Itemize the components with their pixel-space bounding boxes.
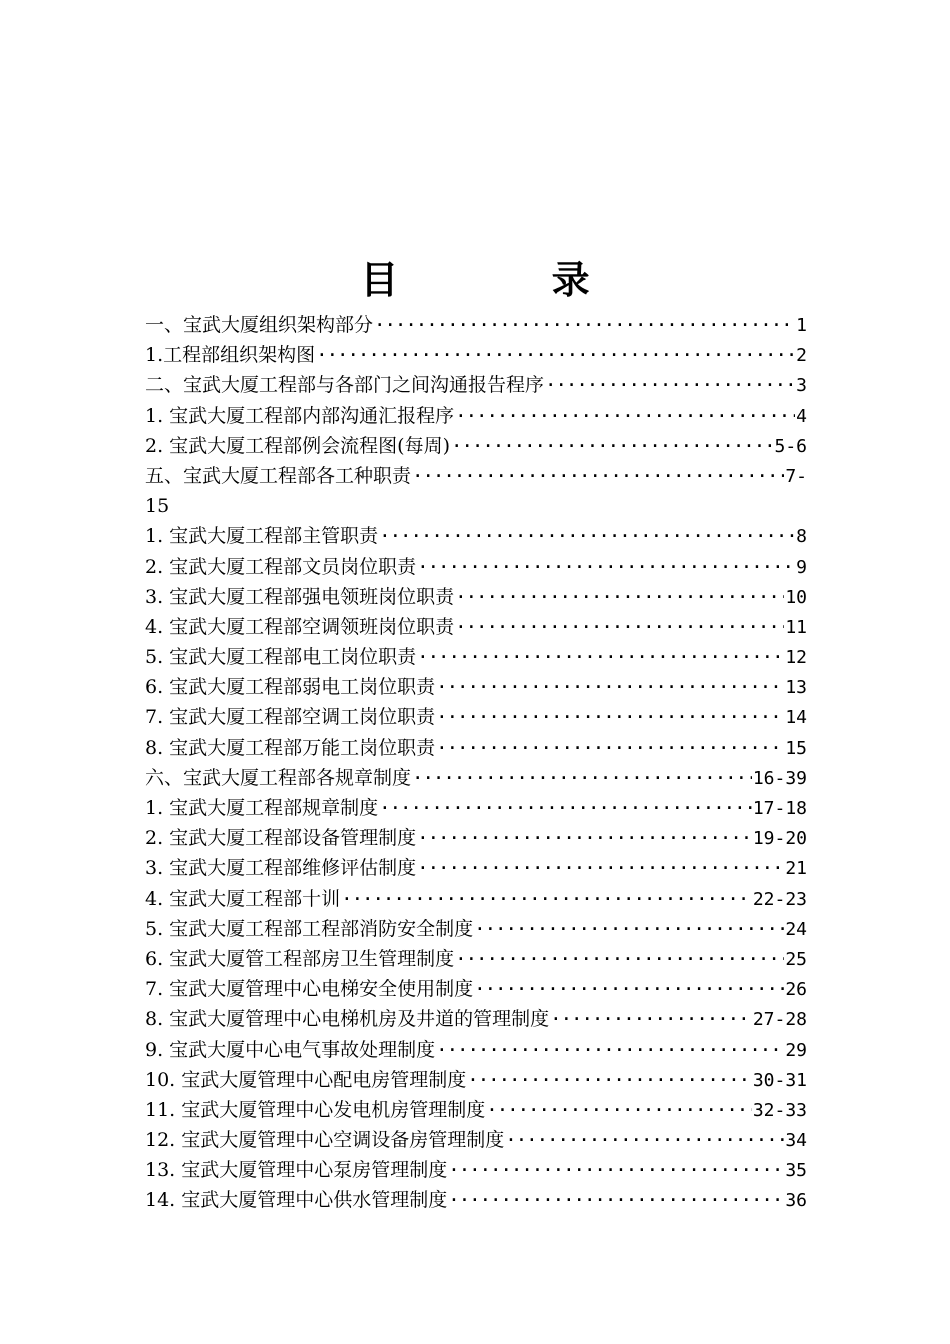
toc-leader-dots xyxy=(451,431,773,461)
toc-entry[interactable] xyxy=(145,642,807,672)
toc-entry-label: 7. 宝武大厦管理中心电梯安全使用制度 xyxy=(145,978,474,1001)
toc-entry-label: 一、宝武大厦组织架构部分 xyxy=(145,314,374,336)
toc-entry-page-number: 7- xyxy=(785,465,807,487)
toc-entry-page-number: 8 xyxy=(796,526,807,548)
toc-entry-label: 4. 宝武大厦工程部空调领班岗位职责 xyxy=(145,615,455,638)
toc-entry[interactable] xyxy=(145,401,807,431)
toc-leader-dots xyxy=(474,974,784,1004)
toc-entry[interactable] xyxy=(145,1095,807,1125)
toc-entry-page-number: 22-23 xyxy=(752,888,807,910)
toc-entry-page-number: 36 xyxy=(785,1190,807,1212)
toc-entry-label: 1. 宝武大厦工程部内部沟通汇报程序 xyxy=(145,404,455,427)
toc-entry[interactable] xyxy=(145,521,807,551)
toc-entry[interactable] xyxy=(145,914,807,944)
toc-leader-dots xyxy=(379,793,752,823)
toc-entry-label: 5. 宝武大厦工程部工程部消防安全制度 xyxy=(145,917,474,940)
toc-entry-page-number: 1 xyxy=(796,315,807,336)
table-of-contents xyxy=(145,310,807,1216)
toc-entry-page-number: 27-28 xyxy=(752,1009,807,1031)
page-title: 目 录 xyxy=(360,257,660,302)
toc-entry-label: 6. 宝武大厦工程部弱电工岗位职责 xyxy=(145,676,436,699)
toc-entry[interactable] xyxy=(145,944,807,974)
toc-leader-dots xyxy=(505,1125,784,1155)
toc-entry[interactable] xyxy=(145,672,807,702)
toc-entry-page-number: 35 xyxy=(785,1160,807,1182)
toc-entry[interactable] xyxy=(145,884,807,914)
toc-entry-label: 五、宝武大厦工程部各工种职责 xyxy=(145,464,412,487)
toc-entry-label: 2. 宝武大厦工程部例会流程图(每周) xyxy=(145,434,450,457)
toc-leader-dots xyxy=(474,914,784,944)
toc-entry-page-number: 16-39 xyxy=(752,767,807,789)
toc-leader-dots xyxy=(417,823,752,853)
toc-entry-label: 12. 宝武大厦管理中心空调设备房管理制度 xyxy=(145,1129,505,1152)
toc-entry-label: 9. 宝武大厦中心电气事故处理制度 xyxy=(145,1038,436,1061)
toc-entry-label: 6. 宝武大厦管工程部房卫生管理制度 xyxy=(145,947,455,970)
toc-entry[interactable] xyxy=(145,310,807,340)
toc-entry-page-number: 24 xyxy=(785,918,807,940)
toc-entry[interactable] xyxy=(145,612,807,642)
toc-entry[interactable] xyxy=(145,793,807,823)
toc-entry[interactable] xyxy=(145,431,807,461)
toc-entry-page-number: 4 xyxy=(796,405,807,427)
toc-entry[interactable] xyxy=(145,491,807,521)
toc-entry-page-number: 11 xyxy=(785,616,807,638)
toc-leader-dots xyxy=(550,1004,752,1034)
toc-entry-page-number: 2 xyxy=(796,345,807,367)
toc-entry[interactable] xyxy=(145,461,807,491)
toc-entry-page-number: 17-18 xyxy=(752,798,807,819)
toc-entry[interactable] xyxy=(145,1035,807,1065)
toc-entry-label: 15 xyxy=(145,495,170,518)
toc-leader-dots xyxy=(455,582,784,612)
toc-entry[interactable] xyxy=(145,1185,807,1215)
toc-leader-dots xyxy=(448,1155,784,1185)
toc-entry[interactable] xyxy=(145,853,807,883)
toc-entry[interactable] xyxy=(145,1155,807,1185)
toc-entry-page-number: 12 xyxy=(785,647,807,669)
toc-entry-page-number: 34 xyxy=(785,1130,807,1152)
toc-entry-page-number: 30-31 xyxy=(752,1069,807,1091)
toc-entry[interactable] xyxy=(145,763,807,793)
toc-leader-dots xyxy=(379,521,795,551)
toc-entry[interactable] xyxy=(145,582,807,612)
toc-leader-dots xyxy=(417,642,784,672)
toc-entry-label: 2. 宝武大厦工程部设备管理制度 xyxy=(145,827,417,850)
toc-leader-dots xyxy=(412,461,784,491)
toc-entry[interactable] xyxy=(145,974,807,1004)
toc-entry[interactable] xyxy=(145,370,807,400)
toc-entry-label: 1. 宝武大厦工程部规章制度 xyxy=(145,797,379,819)
toc-entry-page-number: 3 xyxy=(796,375,807,397)
toc-entry-label: 1. 宝武大厦工程部主管职责 xyxy=(145,525,379,548)
toc-entry[interactable] xyxy=(145,1065,807,1095)
toc-leader-dots xyxy=(374,310,795,340)
toc-entry-page-number: 29 xyxy=(785,1039,807,1061)
toc-entry-page-number: 10 xyxy=(785,586,807,608)
toc-entry[interactable] xyxy=(145,702,807,732)
toc-entry-page-number: 25 xyxy=(785,948,807,970)
toc-entry-label: 14. 宝武大厦管理中心供水管理制度 xyxy=(145,1189,448,1212)
toc-entry-page-number: 14 xyxy=(785,707,807,729)
toc-leader-dots xyxy=(545,370,795,400)
toc-leader-dots xyxy=(486,1095,752,1125)
toc-entry-page-number: 32-33 xyxy=(752,1099,807,1121)
toc-entry-page-number: 5-6 xyxy=(774,435,807,457)
toc-entry-page-number: 15 xyxy=(785,737,807,759)
toc-entry-label: 8. 宝武大厦管理中心电梯机房及井道的管理制度 xyxy=(145,1008,550,1031)
toc-leader-dots xyxy=(436,733,784,763)
toc-entry-label: 7. 宝武大厦工程部空调工岗位职责 xyxy=(145,706,436,729)
toc-leader-dots xyxy=(436,702,784,732)
toc-leader-dots xyxy=(455,612,784,642)
toc-entry-label: 2. 宝武大厦工程部文员岗位职责 xyxy=(145,555,417,578)
toc-entry-label: 二、宝武大厦工程部与各部门之间沟通报告程序 xyxy=(145,374,545,397)
toc-entry[interactable] xyxy=(145,823,807,853)
toc-entry-label: 六、宝武大厦工程部各规章制度 xyxy=(145,766,412,789)
toc-leader-dots xyxy=(455,401,795,431)
toc-leader-dots xyxy=(455,944,784,974)
toc-entry-label: 5. 宝武大厦工程部电工岗位职责 xyxy=(145,646,417,669)
toc-leader-dots xyxy=(467,1065,752,1095)
toc-entry-label: 11. 宝武大厦管理中心发电机房管理制度 xyxy=(145,1098,486,1121)
toc-leader-dots xyxy=(316,340,795,370)
toc-entry[interactable] xyxy=(145,733,807,763)
toc-entry[interactable] xyxy=(145,552,807,582)
toc-leader-dots xyxy=(448,1185,784,1215)
toc-entry-label: 13. 宝武大厦管理中心泵房管理制度 xyxy=(145,1159,448,1182)
toc-entry-page-number: 26 xyxy=(785,979,807,1001)
toc-entry-page-number: 21 xyxy=(785,858,807,880)
toc-leader-dots xyxy=(412,763,752,793)
toc-entry-label: 3. 宝武大厦工程部维修评估制度 xyxy=(145,857,417,880)
toc-entry-page-number: 19-20 xyxy=(752,828,807,850)
toc-leader-dots xyxy=(436,1035,784,1065)
toc-leader-dots xyxy=(417,552,795,582)
toc-entry[interactable] xyxy=(145,1004,807,1034)
toc-leader-dots xyxy=(436,672,784,702)
toc-leader-dots xyxy=(417,853,784,883)
toc-entry[interactable] xyxy=(145,1125,807,1155)
toc-entry-label: 4. 宝武大厦工程部十训 xyxy=(145,887,341,910)
toc-entry[interactable] xyxy=(145,340,807,370)
toc-entry-label: 8. 宝武大厦工程部万能工岗位职责 xyxy=(145,736,436,759)
toc-entry-page-number: 9 xyxy=(796,556,807,578)
toc-entry-label: 10. 宝武大厦管理中心配电房管理制度 xyxy=(145,1068,467,1091)
toc-entry-label: 1.工程部组织架构图 xyxy=(145,344,316,367)
toc-entry-page-number: 13 xyxy=(785,677,807,699)
toc-entry-label: 3. 宝武大厦工程部强电领班岗位职责 xyxy=(145,585,455,608)
toc-leader-dots xyxy=(341,884,752,914)
